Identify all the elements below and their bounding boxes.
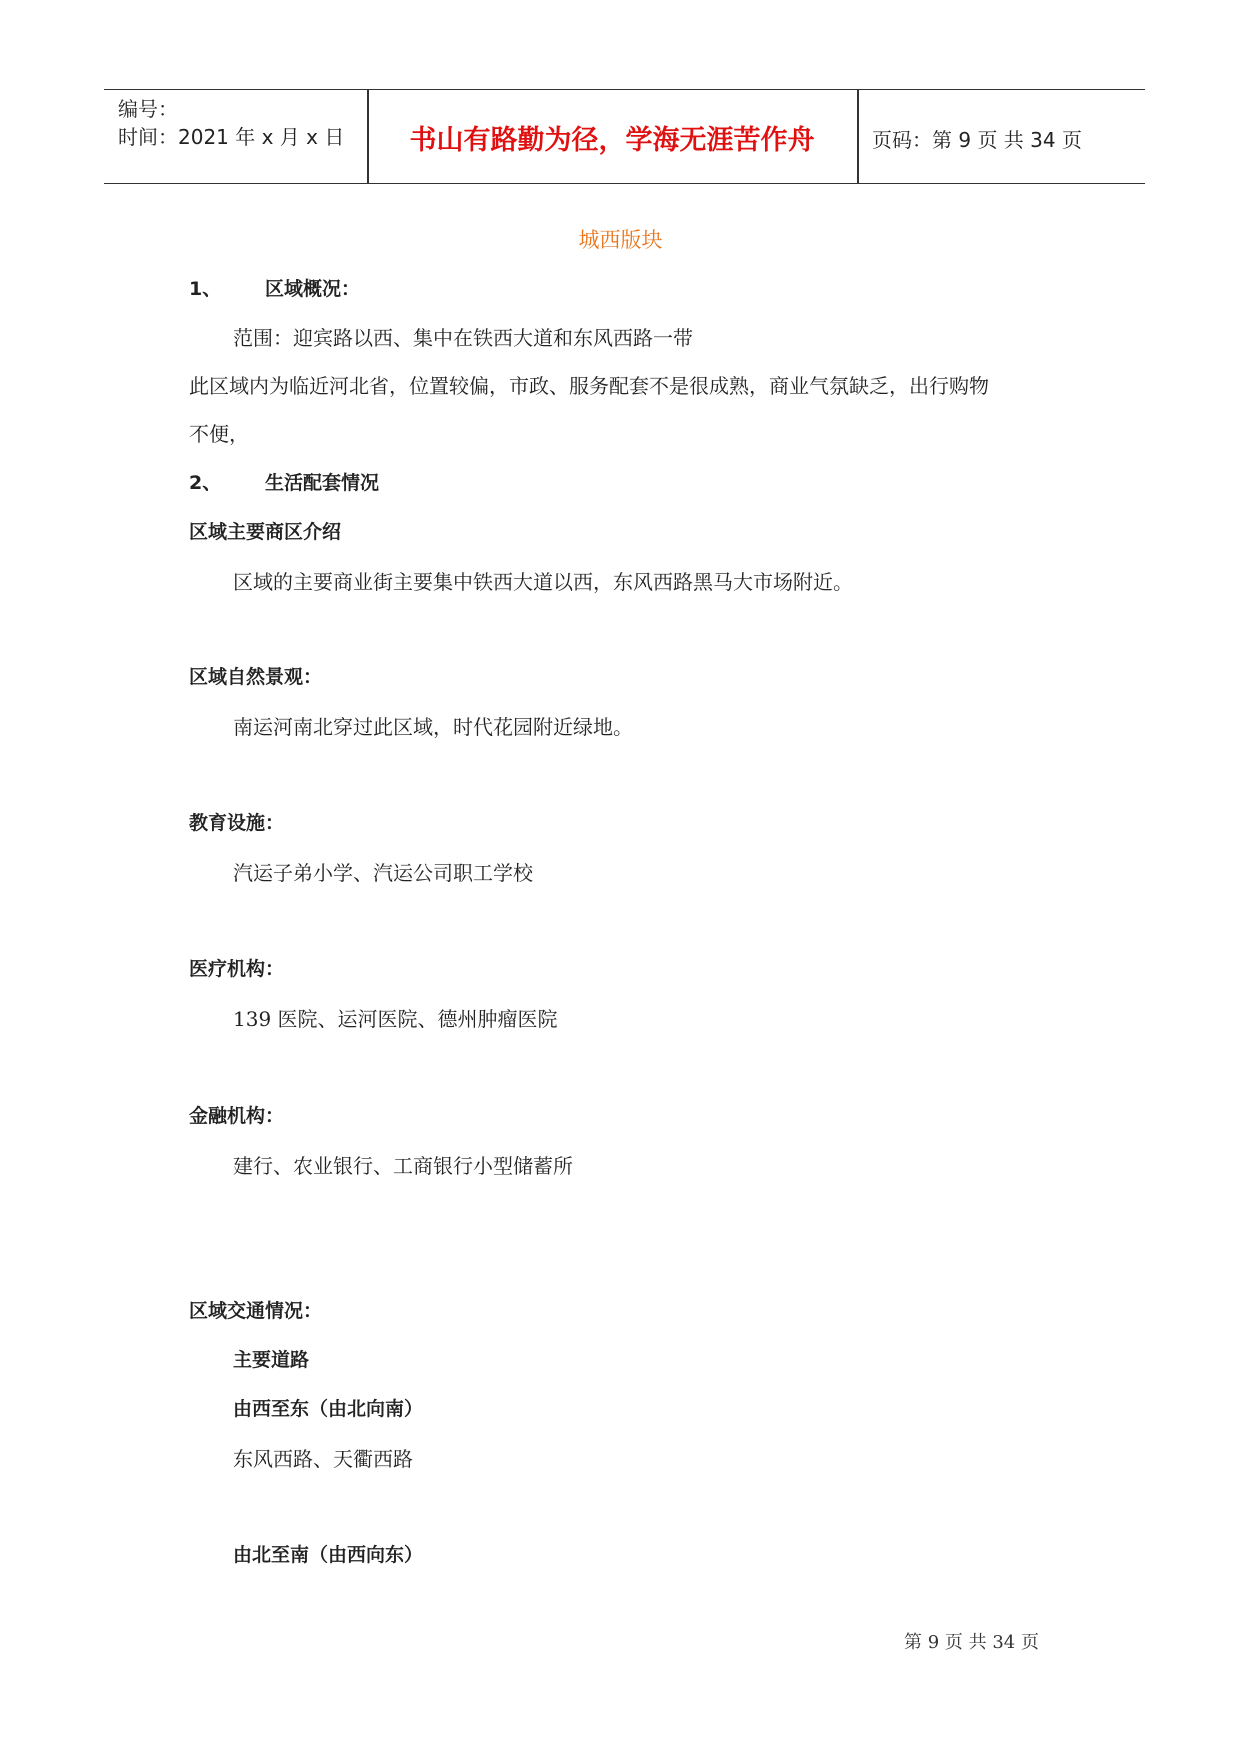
subsection-heading: 区域自然景观： bbox=[189, 666, 323, 688]
header-page-label: 页码：第 9 页 共 34 页 bbox=[872, 128, 1082, 152]
section-number: 1、 bbox=[189, 278, 222, 300]
section-number: 2、 bbox=[189, 472, 222, 494]
header-motto: 书山有路勤为径，学海无涯苦作舟 bbox=[409, 125, 815, 156]
subsection-heading: 医疗机构： bbox=[189, 958, 285, 980]
section-heading: 区域概况： bbox=[265, 278, 361, 300]
commercial-text: 区域的主要商业街主要集中铁西大道以西，东风西路黑马大市场附近。 bbox=[233, 570, 853, 594]
subsection-heading: 主要道路 bbox=[233, 1349, 310, 1371]
medical-text: 139 医院、运河医院、德州肿瘤医院 bbox=[233, 1007, 558, 1031]
subsection-heading: 金融机构： bbox=[189, 1105, 285, 1127]
landscape-text: 南运河南北穿过此区域，时代花园附近绿地。 bbox=[233, 715, 633, 739]
section-heading: 生活配套情况 bbox=[265, 472, 380, 494]
roads-text: 东风西路、天衢西路 bbox=[233, 1447, 413, 1471]
subsection-heading: 区域主要商区介绍 bbox=[189, 521, 342, 543]
page-title: 城西版块 bbox=[578, 228, 663, 252]
document-header bbox=[104, 89, 1145, 184]
document-time-label: 时间：2021 年 x 月 x 日 bbox=[118, 125, 345, 149]
region-description-text: 此区域内为临近河北省，位置较偏，市政、服务配套不是很成熟，商业气氛缺乏，出行购物 bbox=[189, 374, 989, 398]
subsection-heading: 区域交通情况： bbox=[189, 1300, 323, 1322]
subsection-heading: 教育设施： bbox=[189, 812, 285, 834]
header-divider bbox=[857, 90, 859, 183]
finance-text: 建行、农业银行、工商银行小型储蓄所 bbox=[233, 1154, 573, 1178]
region-scope-text: 范围：迎宾路以西、集中在铁西大道和东风西路一带 bbox=[233, 326, 693, 350]
education-text: 汽运子弟小学、汽运公司职工学校 bbox=[233, 861, 533, 885]
page-footer: 第 9 页 共 34 页 bbox=[904, 1632, 1039, 1653]
subsection-heading: 由西至东（由北向南） bbox=[233, 1398, 424, 1420]
subsection-heading: 由北至南（由西向东） bbox=[233, 1544, 424, 1566]
region-description-text: 不便， bbox=[189, 422, 249, 446]
document-number-label: 编号： bbox=[118, 97, 178, 121]
